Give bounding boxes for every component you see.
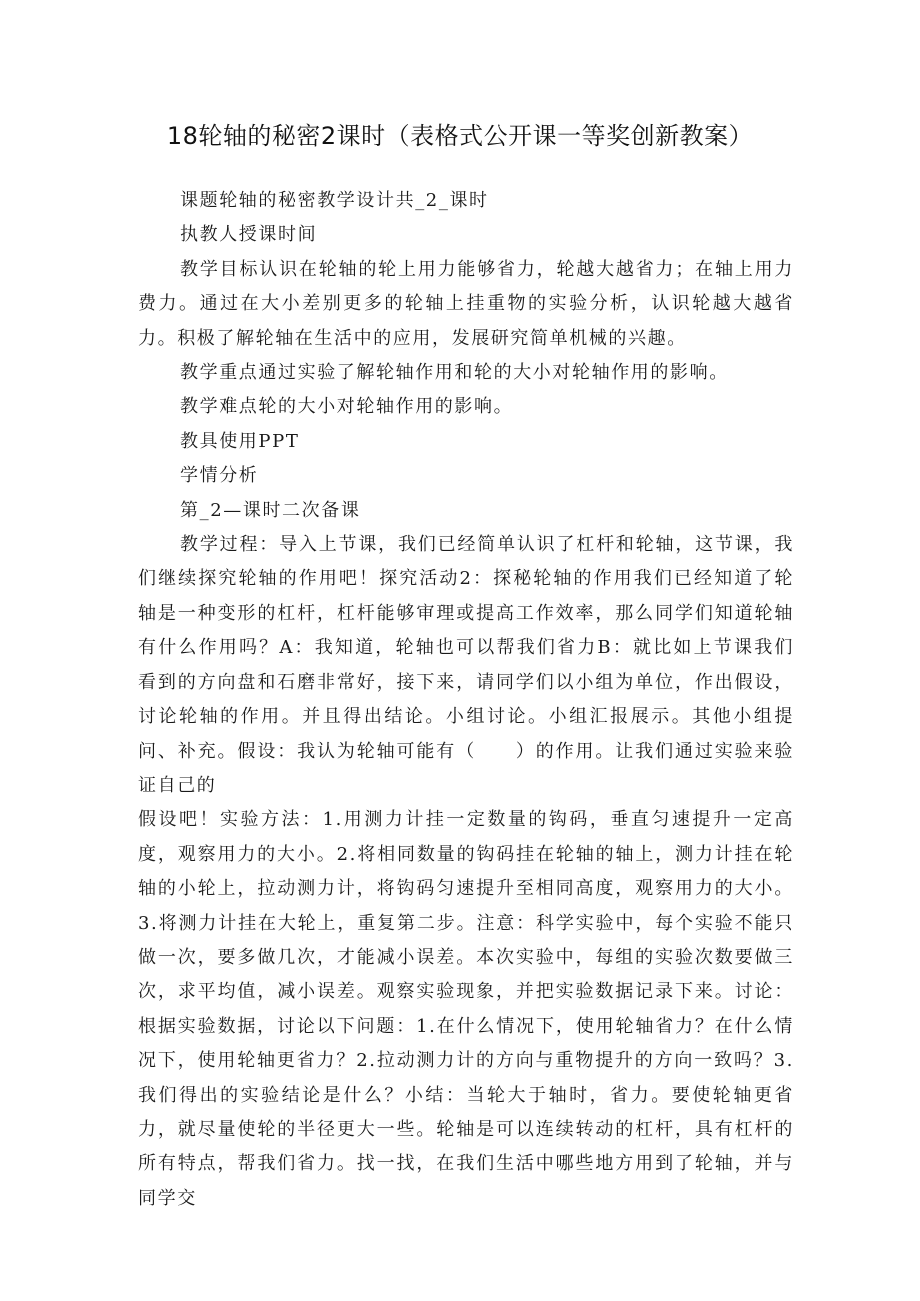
paragraph-teacher-time: 执教人授课时间 — [180, 224, 318, 246]
paragraph-teaching-process: 教学过程：导入上节课，我们已经简单认识了杠杆和轮轴，这节课，我们继续探究轮轴的作用吧！探究活动2：探秘轮轴的作用我们已经知道了轮轴是一种变形的杠杆，杠杆能够审理或提高工作效率，那么同学们知道轮轴有什么作用吗？A：我知道，轮轴也可以帮我们省力B：就比如上节课我们看到的方向盘和石磨非常好，接下来，请同学们以小组为单位，作出假设，讨论轮轴的作用。并且得出结论。小组讨论。小组汇报展示。其他小组提问、补充。假设：我认为轮轴可能有（ ）的作用。让我们通过实验来验证自己的 — [138, 534, 794, 796]
document-body — [138, 184, 794, 1216]
paragraph-teaching-aids: 教具使用PPT — [180, 430, 300, 452]
paragraph-key-points: 教学重点通过实验了解轮轴作用和轮的大小对轮轴作用的影响。 — [180, 362, 729, 384]
paragraph-student-analysis: 学情分析 — [180, 465, 259, 487]
paragraph-difficulties: 教学难点轮的大小对轮轴作用的影响。 — [180, 396, 514, 418]
document-title: 18轮轴的秘密2课时（表格式公开课一等奖创新教案） — [166, 122, 754, 150]
paragraph-lesson-number: 第_2—课时二次备课 — [180, 499, 361, 521]
paragraph-teaching-goals: 教学目标认识在轮轴的轮上用力能够省力，轮越大越省力；在轴上用力费力。通过在大小差别更多的轮轴上挂重物的实验分析，认识轮越大越省力。积极了解轮轴在生活中的应用，发展研究简单机械的兴趣。 — [138, 258, 794, 349]
paragraph-course-topic: 课题轮轴的秘密教学设计共_2_课时 — [180, 190, 489, 211]
paragraph-experiment: 假设吧！实验方法：1.用测力计挂一定数量的钩码，垂直匀速提升一定高度，观察用力的大小。2.将相同数量的钩码挂在轮轴的轴上，测力计挂在轮轴的小轮上，拉动测力计，将钩码匀速提升至相同高度，观察用力的大小。3.将测力计挂在大轮上，重复第二步。注意：科学实验中，每个实验不能只做一次，要多做几次，才能减小误差。本次实验中，每组的实验次数要做三次，求平均值，减小误差。观察实验现象，并把实验数据记录下来。讨论：根据实验数据，讨论以下问题：1.在什么情况下，使用轮轴省力？在什么情况下，使用轮轴更省力？2.拉动测力计的方向与重物提升的方向一致吗？3.我们得出的实验结论是什么？小结：当轮大于轴时，省力。要使轮轴更省力，就尽量使轮的半径更大一些。轮轴是可以连续转动的杠杆，具有杠杆的所有特点，帮我们省力。找一找，在我们生活中哪些地方用到了轮轴，并与同学交 — [138, 809, 794, 1209]
